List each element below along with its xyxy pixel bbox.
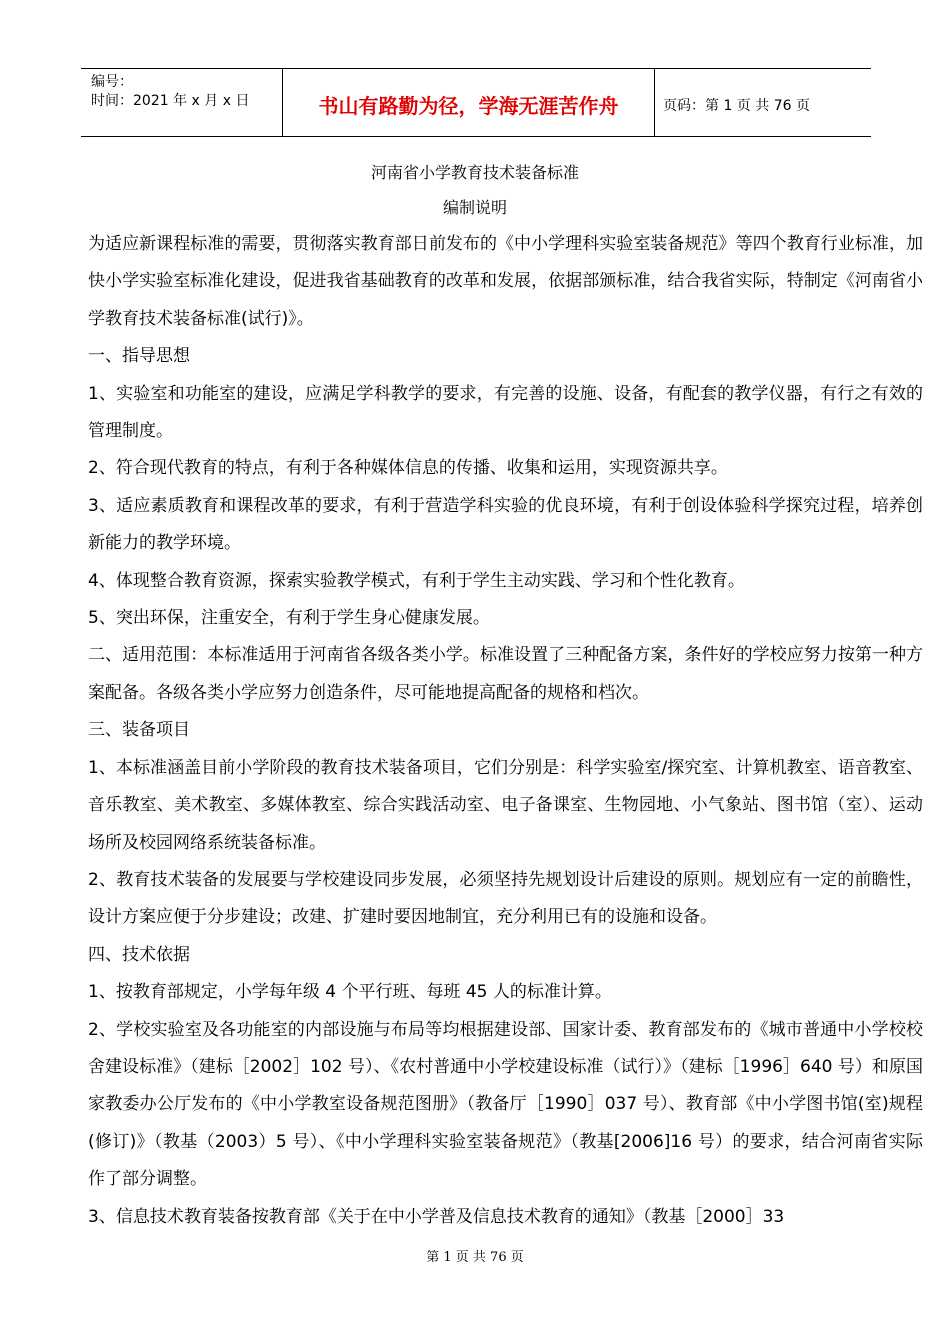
paragraph: 2、学校实验室及各功能室的内部设施与布局等均根据建设部、国家计委、教育部发布的《城市普通中小学校校舍建设标准》（建标［2002］102 号）、《农村普通中小学校建设标准（试行）》（建标［1996］640 号）和原国家教委办公厅发布的《中小学教室设备规范图册》（教备厅［1990］037 号）、教育部《中小学图书馆(室)规程(修订)》（教基（2003）5 号）、《中小学理科实验室装备规范》（教基[2006]16 号）的要求，结合河南省实际作了部分调整。 <box>88 1019 923 1190</box>
header-page-info: 页码：第 1 页 共 76 页 <box>663 97 810 114</box>
document-subtitle: 编制说明 <box>442 198 507 217</box>
paragraph: 2、教育技术装备的发展要与学校建设同步发展，必须坚持先规划设计后建设的原则。规划应有一定的前瞻性，设计方案应便于分步建设；改建、扩建时要因地制宜，充分利用已有的设施和设备。 <box>88 869 923 928</box>
section-heading: 四、技术依据 <box>88 944 190 965</box>
document-body <box>88 226 923 1236</box>
paragraph: 3、适应素质教育和课程改革的要求，有利于营造学科实验的优良环境，有利于创设体验科学探究过程，培养创新能力的教学环境。 <box>88 495 923 554</box>
paragraph: 1、按教育部规定，小学每年级 4 个平行班、每班 45 人的标准计算。 <box>88 982 612 1003</box>
paragraph: 2、符合现代教育的特点，有利于各种媒体信息的传播、收集和运用，实现资源共享。 <box>88 458 728 479</box>
paragraph: 二、适用范围：本标准适用于河南省各级各类小学。标准设置了三种配备方案，条件好的学校应努力按第一种方案配备。各级各类小学应努力创造条件，尽可能地提高配备的规格和档次。 <box>88 645 923 703</box>
paragraph: 4、体现整合教育资源，探索实验教学模式，有利于学生主动实践、学习和个性化教育。 <box>88 570 745 591</box>
document-title: 河南省小学教育技术装备标准 <box>370 163 579 182</box>
paragraph: 5、突出环保，注重安全，有利于学生身心健康发展。 <box>88 608 490 629</box>
document-time-label: 时间：2021 年 x 月 x 日 <box>91 93 250 109</box>
page-header <box>81 68 871 137</box>
paragraph: 为适应新课程标准的需要，贯彻落实教育部日前发布的《中小学理科实验室装备规范》等四个教育行业标准，加快小学实验室标准化建设，促进我省基础教育的改革和发展，依据部颁标准，结合我省实际，特制定《河南省小学教育技术装备标准(试行)》。 <box>88 234 923 329</box>
paragraph: 3、信息技术教育装备按教育部《关于在中小学普及信息技术教育的通知》（教基［2000］33 <box>88 1206 785 1227</box>
paragraph: 1、实验室和功能室的建设，应满足学科教学的要求，有完善的设施、设备，有配套的教学仪器，有行之有效的管理制度。 <box>88 383 923 442</box>
header-meta <box>81 69 282 136</box>
paragraph: 1、本标准涵盖目前小学阶段的教育技术装备项目，它们分别是：科学实验室/探究室、计算机教室、语音教室、音乐教室、美术教室、多媒体教室、综合实践活动室、电子备课室、生物园地、小气象站、图书馆（室）、运动场所及校园网络系统装备标准。 <box>88 757 923 853</box>
section-heading: 一、指导思想 <box>88 346 190 367</box>
section-heading: 三、装备项目 <box>88 720 190 741</box>
document-number-label: 编号： <box>91 74 133 90</box>
header-motto: 书山有路勤为径，学海无涯苦作舟 <box>282 69 655 136</box>
page-footer: 第 1 页 共 76 页 <box>426 1250 524 1265</box>
